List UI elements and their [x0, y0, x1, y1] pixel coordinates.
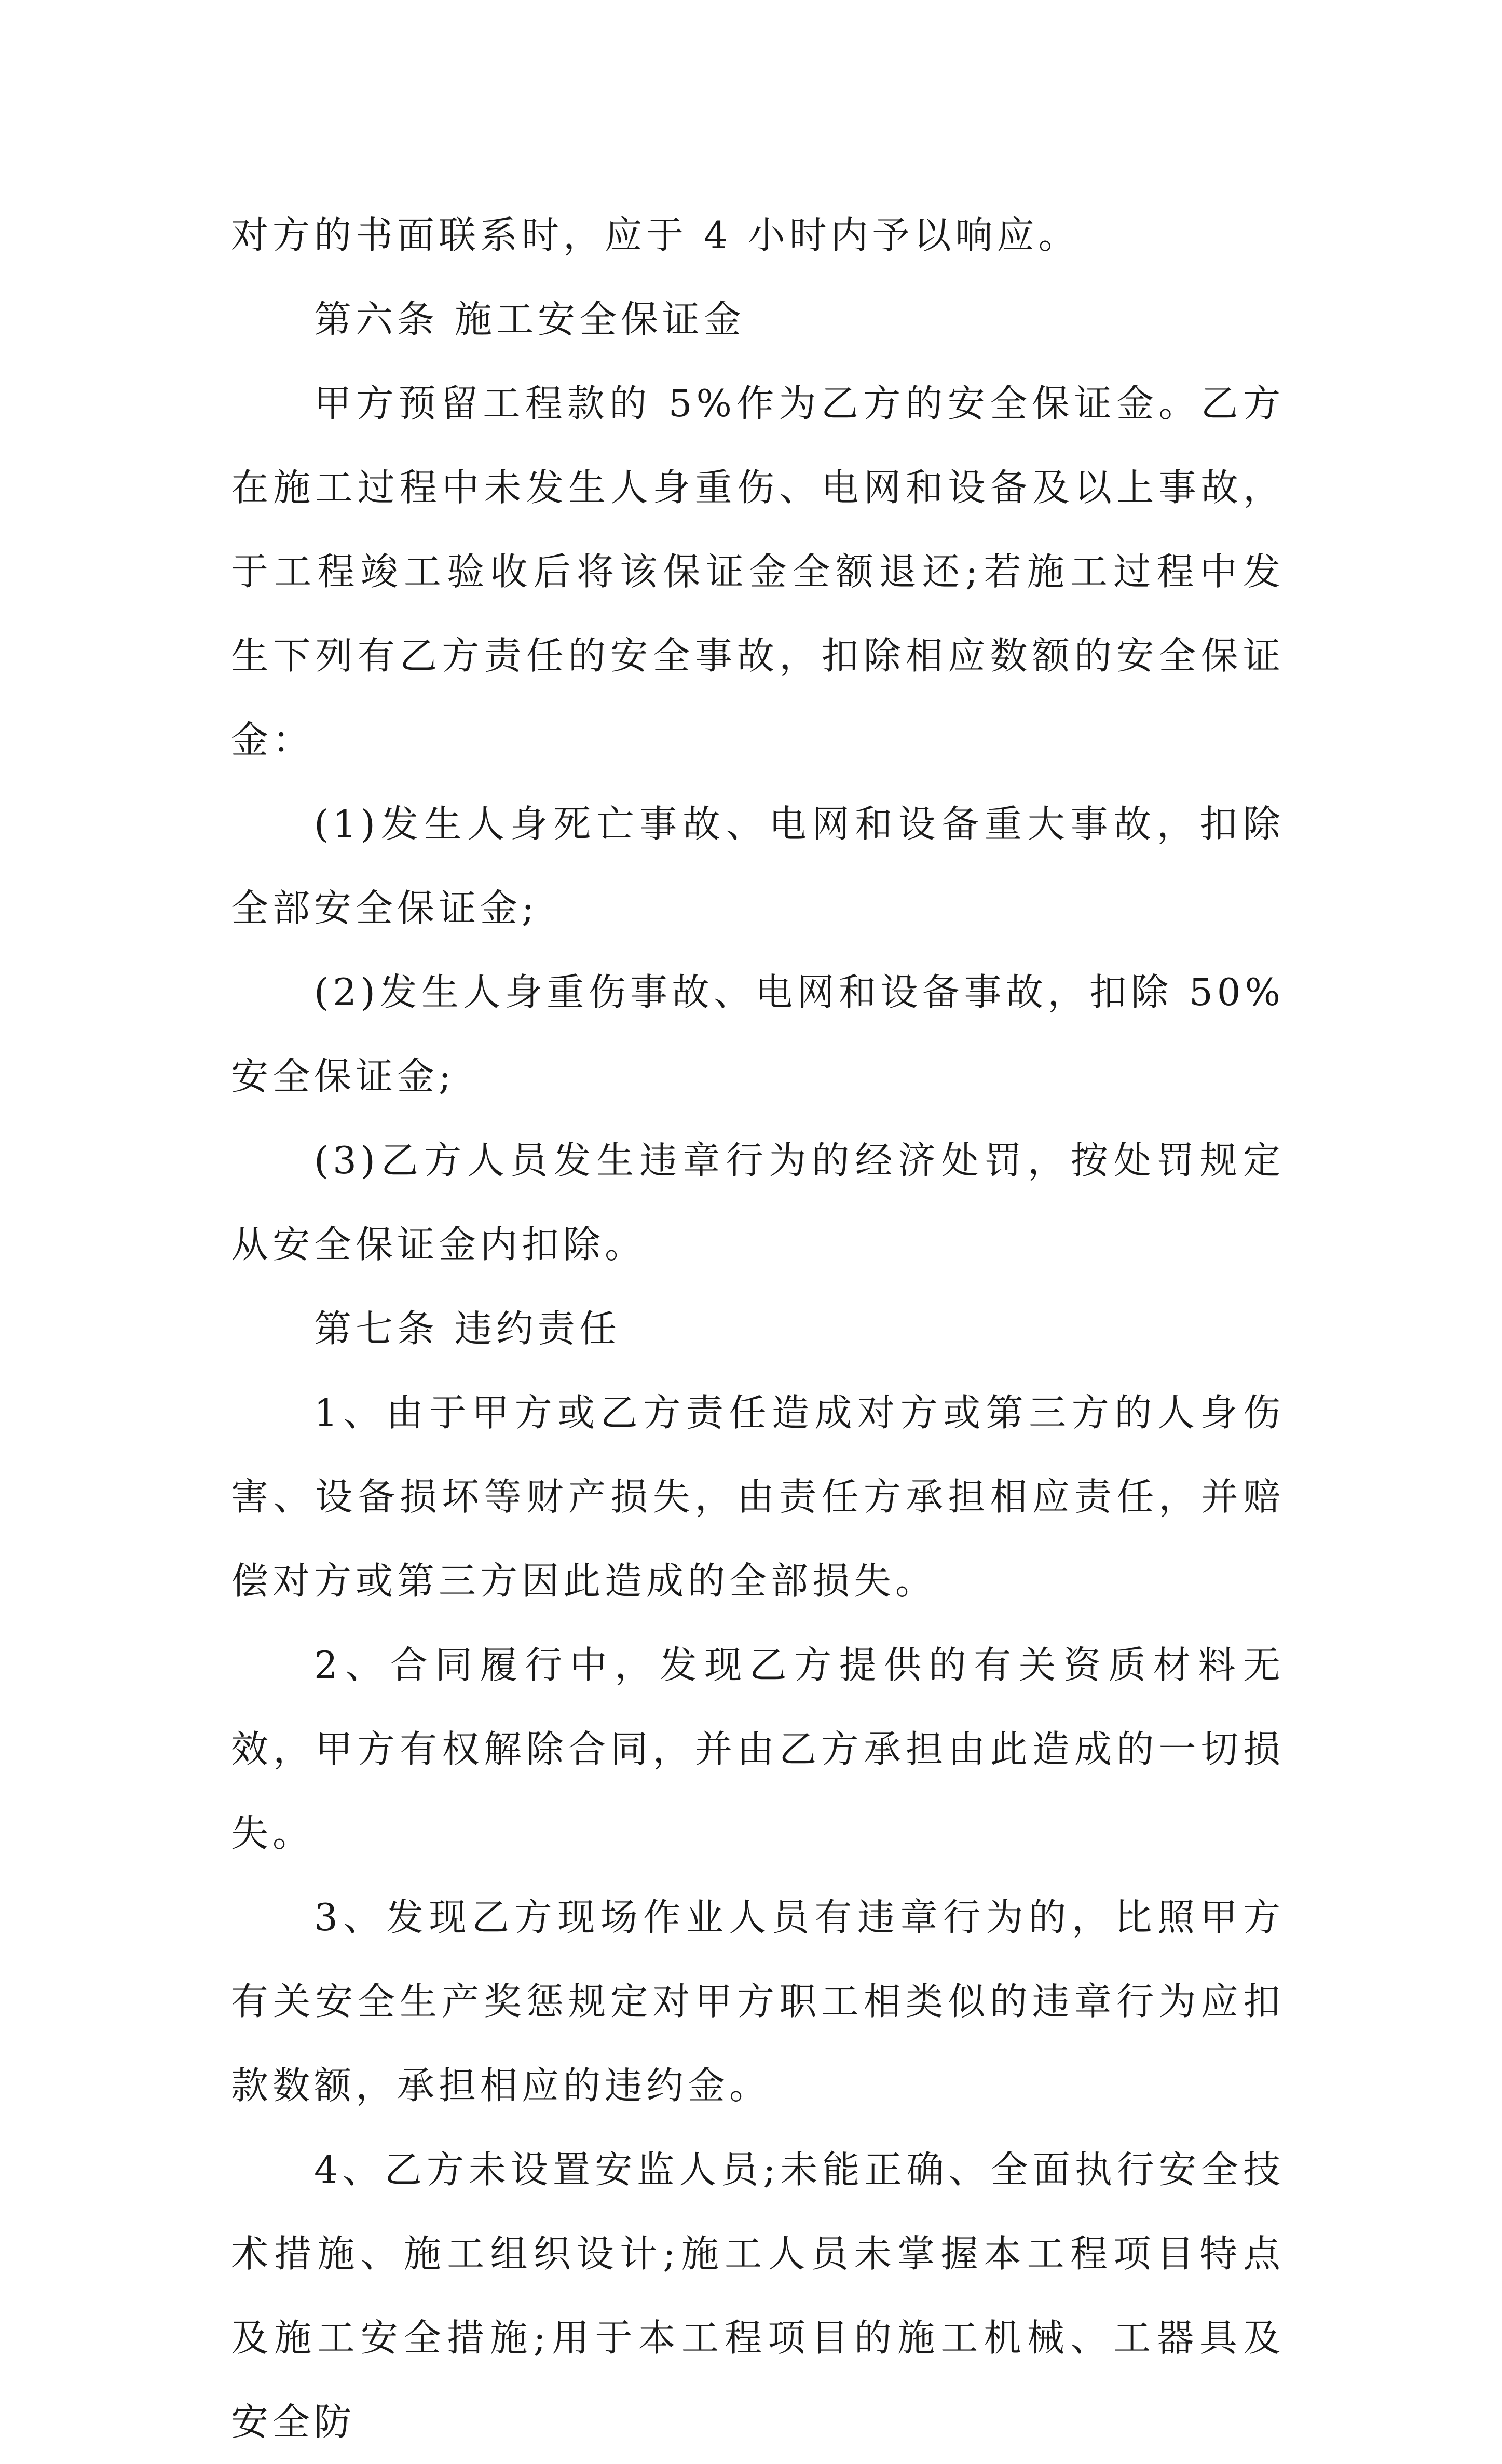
article-7-clause-4: 4、乙方未设置安监人员;未能正确、全面执行安全技术措施、施工组织设计;施工人员未掌握本工程项目特点及施工安全措施;用于本工程项目的施工机械、工器具及安全防	[231, 2148, 1285, 2444]
article-7-clause-2: 2、合同履行中，发现乙方提供的有关资质材料无效，甲方有权解除合同，并由乙方承担由此造成的一切损失。	[231, 1643, 1285, 1855]
article-6-item-3: (3)乙方人员发生违章行为的经济处罚，按处罚规定从安全保证金内扣除。	[231, 1139, 1285, 1266]
article-6-item-2: (2)发生人身重伤事故、电网和设备事故，扣除 50%安全保证金;	[231, 970, 1285, 1098]
article-7-heading: 第七条 违约责任	[314, 1307, 621, 1350]
article-6-body: 甲方预留工程款的 5%作为乙方的安全保证金。乙方在施工过程中未发生人身重伤、电网和设备及以上事故，于工程竣工验收后将该保证金全额退还;若施工过程中发生下列有乙方责任的安全事故，扣除相应数额的安全保证金：	[231, 382, 1285, 762]
article-6-item-1: (1)发生人身死亡事故、电网和设备重大事故，扣除全部安全保证金;	[231, 802, 1285, 930]
contract-text	[231, 193, 1285, 2464]
paragraph-continuation: 对方的书面联系时，应于 4 小时内予以响应。	[231, 213, 1080, 257]
article-7-clause-1: 1、由于甲方或乙方责任造成对方或第三方的人身伤害、设备损坏等财产损失，由责任方承担相应责任，并赔偿对方或第三方因此造成的全部损失。	[231, 1391, 1285, 1603]
article-7-clause-3: 3、发现乙方现场作业人员有违章行为的，比照甲方有关安全生产奖惩规定对甲方职工相类似的违章行为应扣款数额，承担相应的违约金。	[231, 1896, 1285, 2107]
article-6-heading: 第六条 施工安全保证金	[314, 297, 745, 341]
